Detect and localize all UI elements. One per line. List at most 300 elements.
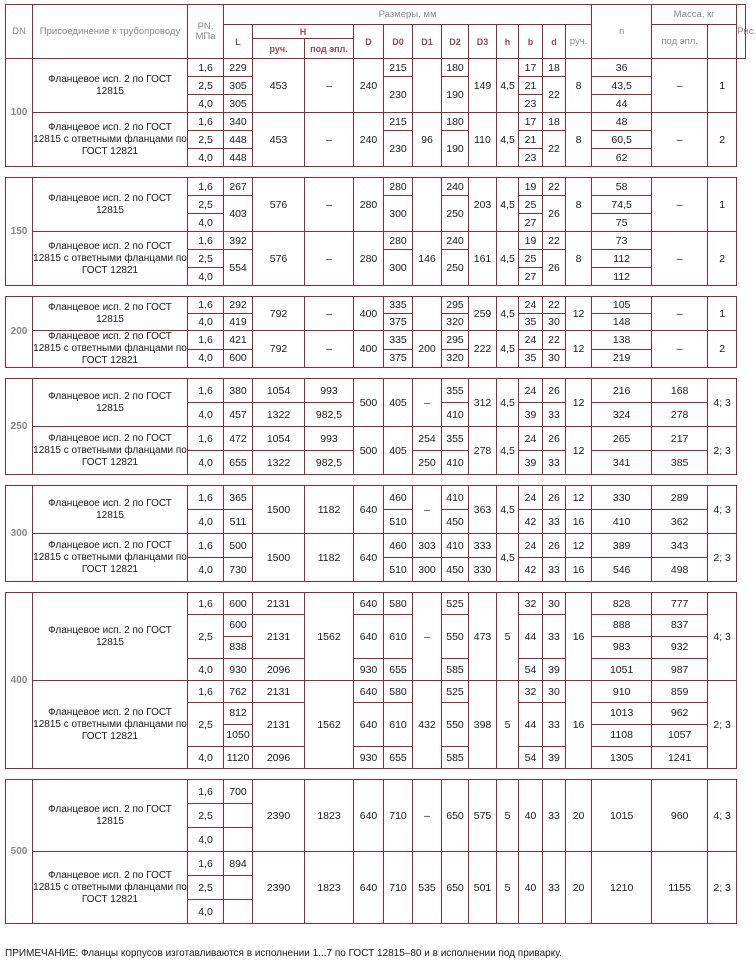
- value-line: 983: [612, 641, 631, 653]
- h-manual-cell: 453: [253, 59, 305, 113]
- d-cell: 22: [543, 331, 566, 350]
- h-electric-cell: 1823: [305, 852, 354, 924]
- mass-manual-cell: 138: [592, 331, 652, 350]
- mass-electric-cell: –: [652, 331, 708, 368]
- d-cell: 22: [543, 232, 566, 250]
- d2-cell: 250: [442, 250, 469, 286]
- d2-cell: 295: [442, 331, 469, 350]
- b-cell: 24: [519, 297, 543, 314]
- d2-cell: 585: [442, 747, 469, 769]
- mass-electric-cell: 1155: [652, 852, 708, 924]
- n-cell: 16: [566, 593, 592, 681]
- d-cell: 39: [543, 659, 566, 681]
- mass-electric-cell: 1241: [652, 747, 708, 769]
- mass-electric-cell: 777: [652, 593, 708, 615]
- dn-cell: 200: [6, 297, 33, 368]
- table-row: [6, 331, 746, 350]
- table-row: [6, 780, 746, 804]
- d-cell: 22: [543, 131, 566, 167]
- mass-manual-cell: 410: [592, 510, 652, 534]
- header-pn: PN, МПа: [188, 5, 224, 59]
- b-cell: 23: [519, 149, 543, 167]
- pn-cell: 4,0: [188, 900, 224, 924]
- group-spacer: [6, 582, 746, 593]
- h-electric-cell: 1562: [305, 593, 354, 681]
- pn-cell: 4,0: [188, 828, 224, 852]
- mass-manual-cell: 36: [592, 59, 652, 77]
- b-cell: 54: [519, 747, 543, 769]
- n-cell: 16: [566, 681, 592, 769]
- d3-cell: 333: [469, 534, 497, 558]
- d2-cell: 650: [442, 780, 469, 852]
- mass-manual-cell: 389: [592, 534, 652, 558]
- table-row: [6, 113, 746, 131]
- mass-manual-cell: [592, 703, 652, 747]
- l-cell: 380: [224, 379, 253, 403]
- mass-manual-cell: 216: [592, 379, 652, 403]
- l-cell: 1120: [224, 747, 253, 769]
- h-electric-cell: –: [305, 232, 354, 286]
- h-cell: 5: [497, 852, 519, 924]
- fig-cell: 2: [708, 232, 737, 286]
- h-manual-cell: 792: [253, 331, 305, 368]
- d-cell: 33: [543, 703, 566, 747]
- d-cell: 26: [543, 379, 566, 403]
- group-spacer-cell: [6, 475, 737, 486]
- d2-cell: 355: [442, 427, 469, 451]
- mass-manual-cell: 1051: [592, 659, 652, 681]
- fig-cell: 4; 3: [708, 379, 737, 427]
- d1-cell: –: [413, 379, 442, 427]
- mass-manual-cell: [592, 615, 652, 659]
- d-cell: 240: [354, 113, 384, 167]
- d-cell: 33: [543, 451, 566, 475]
- d2-cell: 525: [442, 681, 469, 703]
- d2-cell: 450: [442, 510, 469, 534]
- b-cell: 54: [519, 659, 543, 681]
- d3-cell: 203: [469, 178, 497, 232]
- n-cell: 20: [566, 780, 592, 852]
- d-cell: 30: [543, 593, 566, 615]
- value-line: 932: [670, 641, 689, 653]
- mass-electric-cell: 168: [652, 379, 708, 403]
- fig-cell: 2: [708, 113, 737, 167]
- l-cell: 600: [224, 593, 253, 615]
- pn-cell: 4,0: [188, 403, 224, 427]
- mass-manual-cell: 1305: [592, 747, 652, 769]
- d2-cell: 250: [442, 196, 469, 232]
- b-cell: 25: [519, 196, 543, 214]
- d0-cell: 280: [384, 232, 413, 250]
- header-H: H: [253, 25, 354, 39]
- b-cell: 27: [519, 214, 543, 232]
- d-cell: 400: [354, 331, 384, 368]
- l-cell: 655: [224, 451, 253, 475]
- b-cell: 39: [519, 403, 543, 427]
- value-line: 838: [229, 641, 247, 653]
- pn-cell: 4,0: [188, 558, 224, 582]
- header-H-manual: руч.: [253, 39, 305, 59]
- h-cell: 5: [497, 593, 519, 681]
- d-cell: 26: [543, 486, 566, 510]
- d0-cell: 710: [384, 780, 413, 852]
- h-manual-cell: 1500: [253, 534, 305, 582]
- d1-cell: [413, 297, 442, 331]
- h-manual-cell: 2390: [253, 780, 305, 852]
- mass-electric-cell: 289: [652, 486, 708, 510]
- mass-manual-cell: 265: [592, 427, 652, 451]
- l-cell: 365: [224, 486, 253, 510]
- l-cell: 340: [224, 113, 253, 131]
- h-electric-cell: –: [305, 113, 354, 167]
- d2-cell: 410: [442, 486, 469, 510]
- header-D0: D0: [384, 25, 413, 59]
- l-cell: 292: [224, 297, 253, 314]
- connection-cell: Фланцевое исп. 2 по ГОСТ 12815 с ответными фланцами по ГОСТ 12821: [33, 331, 187, 366]
- pn-cell: 1,6: [188, 593, 224, 615]
- d0-cell: 280: [384, 178, 413, 196]
- d3-cell: 222: [469, 331, 497, 368]
- d0-cell: 405: [384, 379, 413, 427]
- group-spacer: [6, 475, 746, 486]
- pn-cell: 1,6: [188, 379, 224, 403]
- group-spacer: [6, 286, 746, 297]
- l-cell: 267: [224, 178, 253, 196]
- pn-cell: 1,6: [188, 534, 224, 558]
- d-cell: 33: [543, 558, 566, 582]
- mass-manual-cell: 910: [592, 681, 652, 703]
- d2-cell: 550: [442, 615, 469, 659]
- value-line: 888: [592, 615, 651, 637]
- mass-manual-cell: 330: [592, 486, 652, 510]
- d-cell: 640: [354, 593, 384, 615]
- mass-electric-cell: –: [652, 178, 708, 232]
- d3-cell: 312: [469, 379, 497, 427]
- l-cell: 700: [224, 780, 253, 804]
- mass-electric-cell: 385: [652, 451, 708, 475]
- b-cell: 42: [519, 558, 543, 582]
- mass-manual-cell: 148: [592, 314, 652, 331]
- b-cell: 42: [519, 510, 543, 534]
- d-cell: 33: [543, 510, 566, 534]
- h-manual-cell: 1322: [253, 451, 305, 475]
- mass-electric-cell: –: [652, 59, 708, 113]
- mass-electric-cell: 498: [652, 558, 708, 582]
- mass-manual-cell: 74,5: [592, 196, 652, 214]
- d2-cell: 355: [442, 379, 469, 403]
- d2-cell: 450: [442, 558, 469, 582]
- d1-cell: 432: [413, 681, 442, 769]
- h-manual-cell: 2096: [253, 747, 305, 769]
- pn-cell: 4,0: [188, 747, 224, 769]
- l-cell: [224, 900, 253, 924]
- h-manual-cell: 576: [253, 178, 305, 232]
- table-body: [6, 59, 746, 924]
- d0-cell: 375: [384, 349, 413, 368]
- fig-cell: 2; 3: [708, 534, 737, 582]
- mass-manual-cell: 62: [592, 149, 652, 167]
- d-cell: 26: [543, 534, 566, 558]
- h-electric-cell: 993: [305, 379, 354, 403]
- b-cell: 21: [519, 77, 543, 95]
- d0-cell: 300: [384, 250, 413, 286]
- pn-cell: 4,0: [188, 149, 224, 167]
- b-cell: 23: [519, 95, 543, 113]
- d-cell: 33: [543, 615, 566, 659]
- mass-manual-cell: 324: [592, 403, 652, 427]
- d0-cell: 215: [384, 59, 413, 77]
- n-cell: 12: [566, 427, 592, 475]
- d1-cell: 146: [413, 232, 442, 286]
- mass-electric-cell: 987: [652, 659, 708, 681]
- b-cell: 44: [519, 703, 543, 747]
- header-dimensions: Размеры, мм: [224, 5, 592, 25]
- fig-cell: 4; 3: [708, 593, 737, 681]
- d-cell: 22: [543, 297, 566, 314]
- pn-cell: 4,0: [188, 349, 224, 368]
- b-cell: 32: [519, 681, 543, 703]
- b-cell: 40: [519, 852, 543, 924]
- d2-cell: 320: [442, 349, 469, 368]
- fig-cell: 1: [708, 297, 737, 331]
- d2-cell: 410: [442, 451, 469, 475]
- table-row: [6, 593, 746, 615]
- value-line: 1050: [226, 729, 250, 741]
- h-cell: 4,5: [497, 379, 519, 427]
- h-cell: 4,5: [497, 113, 519, 167]
- d2-cell: 190: [442, 77, 469, 113]
- d0-cell: 405: [384, 427, 413, 475]
- group-spacer-cell: [6, 582, 737, 593]
- l-cell: [224, 876, 253, 900]
- d1-cell: 250: [413, 451, 442, 475]
- l-cell: 457: [224, 403, 253, 427]
- d1-cell: 200: [413, 331, 442, 368]
- d-cell: 280: [354, 232, 384, 286]
- l-cell: [224, 828, 253, 852]
- d3-cell: 149: [469, 59, 497, 113]
- mass-manual-cell: 219: [592, 349, 652, 368]
- h-cell: 4,5: [497, 486, 519, 534]
- d-cell: 640: [354, 486, 384, 534]
- n-cell: 8: [566, 232, 592, 286]
- pn-cell: 1,6: [188, 486, 224, 510]
- dn-cell: 500: [6, 780, 33, 924]
- d2-cell: 190: [442, 131, 469, 167]
- d-cell: 26: [543, 250, 566, 286]
- header-D: D: [354, 25, 384, 59]
- h-manual-cell: 1054: [253, 427, 305, 451]
- connection-cell: Фланцевое исп. 2 по ГОСТ 12815 с ответными фланцами по ГОСТ 12821: [33, 852, 188, 924]
- pn-cell: 2,5: [188, 703, 224, 747]
- h-electric-cell: 993: [305, 427, 354, 451]
- d-cell: 33: [543, 403, 566, 427]
- h-cell: 5: [497, 681, 519, 769]
- d0-cell: 655: [384, 747, 413, 769]
- pn-cell: 4,0: [188, 451, 224, 475]
- value-line: 1057: [667, 729, 692, 741]
- connection-cell: Фланцевое исп. 2 по ГОСТ 12815 с ответными фланцами по ГОСТ 12821: [33, 232, 188, 286]
- mass-manual-cell: 112: [592, 250, 652, 268]
- d-cell: 640: [354, 852, 384, 924]
- pn-cell: 2,5: [188, 615, 224, 659]
- d-cell: 22: [543, 77, 566, 113]
- b-cell: 24: [519, 331, 543, 350]
- mass-electric-cell: –: [652, 113, 708, 167]
- header-n: n: [592, 5, 652, 59]
- d-cell: 30: [543, 349, 566, 368]
- d0-cell: 460: [384, 486, 413, 510]
- pn-cell: 1,6: [188, 780, 224, 804]
- d3-cell: 473: [469, 593, 497, 681]
- d3-cell: 363: [469, 486, 497, 534]
- table-row: [6, 59, 746, 77]
- table-row: [6, 852, 746, 876]
- d-cell: 33: [543, 852, 566, 924]
- l-cell: 229: [224, 59, 253, 77]
- mass-manual-cell: 105: [592, 297, 652, 314]
- h-manual-cell: 2131: [253, 615, 305, 659]
- d2-cell: 320: [442, 314, 469, 331]
- mass-manual-cell: 60,5: [592, 131, 652, 149]
- group-spacer-cell: [6, 286, 737, 297]
- connection-cell: Фланцевое исп. 2 по ГОСТ 12815: [33, 593, 188, 681]
- d-cell: 22: [543, 178, 566, 196]
- n-cell: 16: [566, 558, 592, 582]
- d0-cell: 610: [384, 615, 413, 659]
- mass-manual-cell: 546: [592, 558, 652, 582]
- n-cell: 8: [566, 113, 592, 167]
- h-manual-cell: 1322: [253, 403, 305, 427]
- mass-manual-cell: 48: [592, 113, 652, 131]
- mass-electric-cell: –: [652, 297, 708, 331]
- l-cell: 894: [224, 852, 253, 876]
- l-cell: 600: [224, 349, 253, 368]
- d0-cell: 580: [384, 593, 413, 615]
- pn-cell: 1,6: [188, 681, 224, 703]
- d2-cell: 240: [442, 232, 469, 250]
- pn-cell: 1,6: [188, 232, 224, 250]
- d3-cell: 575: [469, 780, 497, 852]
- l-cell: 554: [224, 250, 253, 286]
- table-row: [6, 232, 746, 250]
- pn-cell: 4,0: [188, 95, 224, 113]
- n-cell: 8: [566, 59, 592, 113]
- group-spacer: [6, 368, 746, 379]
- b-cell: 44: [519, 615, 543, 659]
- mass-manual-cell: 828: [592, 593, 652, 615]
- dn-cell: 400: [6, 593, 33, 769]
- d0-cell: 335: [384, 297, 413, 314]
- d3-cell: 398: [469, 681, 497, 769]
- b-cell: 19: [519, 232, 543, 250]
- mass-electric-cell: 343: [652, 534, 708, 558]
- header-mass-manual: руч.: [566, 25, 592, 59]
- pn-cell: 1,6: [188, 331, 224, 350]
- d1-cell: [413, 59, 442, 113]
- l-cell: 421: [224, 331, 253, 350]
- d0-cell: 335: [384, 331, 413, 350]
- d0-cell: 610: [384, 703, 413, 747]
- dn-cell: 100: [6, 59, 33, 167]
- h-cell: 4,5: [497, 427, 519, 475]
- header-connection: Присоединение к трубопроводу: [33, 5, 188, 59]
- l-cell: 448: [224, 149, 253, 167]
- h-cell: 4,5: [497, 297, 519, 331]
- d-cell: 930: [354, 747, 384, 769]
- mass-manual-cell: 1210: [592, 852, 652, 924]
- header-H-electric: под эпл.: [305, 39, 354, 59]
- d1-cell: 254: [413, 427, 442, 451]
- l-cell: [224, 703, 253, 747]
- pn-cell: 2,5: [188, 804, 224, 828]
- mass-electric-cell: 859: [652, 681, 708, 703]
- d2-cell: 650: [442, 852, 469, 924]
- n-cell: 8: [566, 178, 592, 232]
- connection-cell: Фланцевое исп. 2 по ГОСТ 12815 с ответными фланцами по ГОСТ 12821: [33, 427, 188, 475]
- d2-cell: 550: [442, 703, 469, 747]
- mass-electric-cell: 278: [652, 403, 708, 427]
- d0-cell: 300: [384, 196, 413, 232]
- table-row: [6, 681, 746, 703]
- connection-cell: Фланцевое исп. 2 по ГОСТ 12815: [33, 59, 188, 113]
- l-cell: 305: [224, 77, 253, 95]
- d0-cell: 580: [384, 681, 413, 703]
- pn-cell: 1,6: [188, 297, 224, 314]
- table-row: [6, 486, 746, 510]
- d1-cell: 535: [413, 852, 442, 924]
- d-cell: 39: [543, 747, 566, 769]
- mass-electric-cell: –: [652, 232, 708, 286]
- d-cell: 500: [354, 379, 384, 427]
- pn-cell: 1,6: [188, 113, 224, 131]
- value-line: 1013: [592, 703, 651, 725]
- connection-cell: Фланцевое исп. 2 по ГОСТ 12815 с ответными фланцами по ГОСТ 12821: [33, 681, 188, 769]
- h-manual-cell: 1054: [253, 379, 305, 403]
- d-cell: 640: [354, 534, 384, 582]
- value-line: 600: [224, 615, 252, 637]
- d2-cell: 180: [442, 59, 469, 77]
- connection-cell: Фланцевое исп. 2 по ГОСТ 12815: [33, 379, 188, 427]
- h-electric-cell: –: [305, 178, 354, 232]
- d-cell: 30: [543, 314, 566, 331]
- d3-cell: 161: [469, 232, 497, 286]
- d-cell: 26: [543, 196, 566, 232]
- h-manual-cell: 2096: [253, 659, 305, 681]
- b-cell: 35: [519, 349, 543, 368]
- connection-cell: Фланцевое исп. 2 по ГОСТ 12815 с ответными фланцами по ГОСТ 12821: [33, 534, 188, 582]
- d0-cell: 510: [384, 558, 413, 582]
- b-cell: 17: [519, 59, 543, 77]
- d0-cell: 230: [384, 77, 413, 113]
- d3-cell: 110: [469, 113, 497, 167]
- mass-manual-cell: 73: [592, 232, 652, 250]
- spec-table-sheet: [5, 4, 756, 928]
- connection-cell: Фланцевое исп. 2 по ГОСТ 12815: [33, 297, 188, 331]
- b-cell: 35: [519, 314, 543, 331]
- h-manual-cell: 2131: [253, 681, 305, 703]
- d1-cell: –: [413, 780, 442, 852]
- d-cell: 18: [543, 59, 566, 77]
- n-cell: 12: [566, 297, 592, 331]
- pn-cell: 2,5: [188, 77, 224, 95]
- header-row-1: [6, 5, 746, 25]
- group-spacer-cell: [6, 167, 737, 178]
- d1-cell: –: [413, 593, 442, 681]
- d1-cell: –: [413, 486, 442, 534]
- specification-table: [5, 4, 756, 924]
- b-cell: 32: [519, 593, 543, 615]
